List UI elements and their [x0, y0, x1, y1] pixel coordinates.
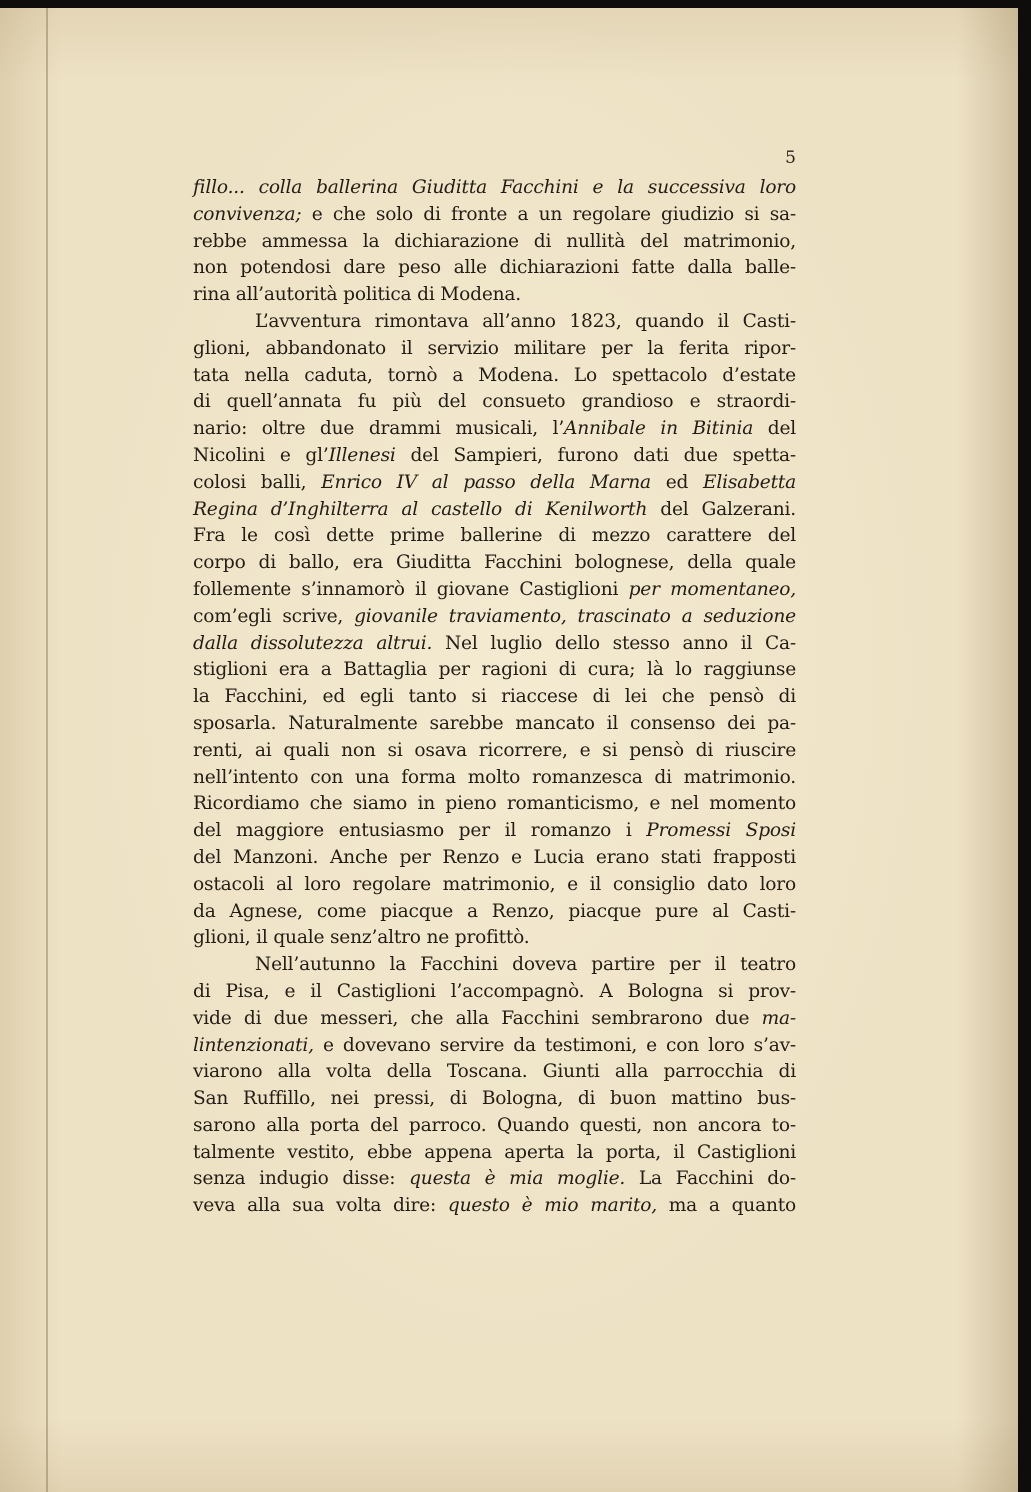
italic-text-segment: Elisabetta — [702, 471, 796, 493]
text-segment: viarono alla volta della Toscana. Giunti alla parrocchia di — [193, 1061, 796, 1083]
text-segment: sarono alla porta del parroco. Quando questi, non ancora to- — [193, 1114, 796, 1136]
text-segment: corpo di ballo, era Giuditta Facchini bolognese, della quale — [193, 552, 796, 574]
italic-text-segment: fillo... colla ballerina Giuditta Facchini e la successiva loro — [193, 177, 796, 198]
text-line — [193, 363, 796, 390]
text-line — [193, 1140, 796, 1167]
text-segment: e che solo di fronte a un regolare giudizio si sa- — [301, 203, 796, 225]
text-segment: del Sampieri, furono dati due spetta- — [395, 444, 796, 466]
text-line — [193, 202, 796, 229]
text-line — [193, 872, 796, 899]
italic-text-segment: per momentaneo, — [628, 578, 796, 600]
text-segment: veva alla sua volta dire: — [193, 1195, 448, 1217]
text-line — [193, 229, 796, 256]
text-line — [193, 389, 796, 416]
text-segment: del Galzerani. — [647, 498, 797, 520]
italic-text-segment: Promessi Sposi — [646, 820, 796, 842]
text-line — [193, 443, 796, 470]
text-segment: ma a quanto — [656, 1195, 796, 1217]
italic-text-segment: questa è mia moglie. — [409, 1168, 626, 1190]
italic-text-segment: questo è mio marito, — [447, 1195, 657, 1217]
italic-text-segment: lintenzionati, — [193, 1034, 314, 1056]
text-segment: nell’intento con una forma molto romanzesca di matrimonio. — [193, 766, 796, 788]
text-line — [193, 577, 796, 604]
text-segment: L’avventura rimontava all’anno 1823, quando il Casti- — [255, 310, 796, 332]
text-segment: La Facchini do- — [625, 1168, 796, 1190]
text-segment: rina all’autorità politica di Modena. — [193, 284, 522, 306]
text-line — [193, 818, 796, 845]
text-line — [193, 309, 796, 336]
italic-text-segment: giovanile traviamento, trascinato a seduzione — [354, 605, 796, 627]
text-line — [193, 497, 796, 524]
text-segment: nario: oltre due drammi musicali, l’ — [193, 418, 565, 440]
italic-text-segment: Regina d’Inghilterra al castello di Kenilworth — [193, 498, 648, 520]
text-segment: ostacoli al loro regolare matrimonio, e il consiglio dato loro — [193, 873, 796, 895]
text-line — [193, 1166, 796, 1193]
text-line — [193, 791, 796, 818]
text-line — [193, 899, 796, 926]
text-line — [193, 550, 796, 577]
book-page — [0, 8, 1018, 1492]
text-line — [193, 175, 796, 202]
text-segment: del maggiore entusiasmo per il romanzo i — [193, 820, 647, 842]
italic-text-segment: Annibale in Bitinia — [564, 418, 754, 440]
italic-text-segment: Illenesi — [328, 444, 396, 466]
text-line — [193, 336, 796, 363]
text-line — [193, 631, 796, 658]
text-segment: del Manzoni. Anche per Renzo e Lucia erano stati frapposti — [193, 846, 796, 868]
text-segment: Nel luglio dello stesso anno il Ca- — [432, 632, 796, 654]
text-line — [193, 604, 796, 631]
text-line — [193, 1193, 796, 1220]
text-segment: di quell’annata fu più del consueto grandioso e straordi- — [193, 391, 796, 413]
text-segment: stiglioni era a Battaglia per ragioni di cura; là lo raggiunse — [193, 659, 796, 681]
text-line — [193, 684, 796, 711]
text-line — [193, 1059, 796, 1086]
text-line — [193, 845, 796, 872]
text-line — [193, 657, 796, 684]
text-segment: glioni, abbandonato il servizio militare per la ferita ripor- — [193, 337, 796, 359]
text-segment: renti, ai quali non si osava ricorrere, e si pensò di riuscire — [193, 739, 796, 761]
text-segment: da Agnese, come piacque a Renzo, piacque pure al Casti- — [193, 900, 796, 922]
text-line — [193, 738, 796, 765]
text-line — [193, 416, 796, 443]
text-line — [193, 470, 796, 497]
text-segment: del — [753, 418, 797, 440]
italic-text-segment: Enrico IV al passo della Marna — [321, 471, 651, 493]
text-segment: vide di due messeri, che alla Facchini sembrarono due — [193, 1007, 762, 1029]
text-line — [193, 952, 796, 979]
text-segment: Ricordiamo che siamo in pieno romanticismo, e nel momento — [193, 793, 796, 815]
text-line — [193, 255, 796, 282]
text-segment: non potendosi dare peso alle dichiarazioni fatte dalla balle- — [193, 257, 796, 279]
text-segment: colosi balli, — [193, 471, 322, 493]
text-line — [193, 1113, 796, 1140]
italic-text-segment: ma- — [761, 1007, 796, 1029]
text-segment: e dovevano servire da testimoni, e con loro s’av- — [313, 1034, 796, 1056]
text-segment: talmente vestito, ebbe appena aperta la porta, il Castiglioni — [193, 1141, 796, 1163]
italic-text-segment: dalla dissolutezza altrui. — [193, 632, 433, 654]
text-line — [193, 523, 796, 550]
text-segment: com’egli scrive, — [193, 605, 355, 627]
text-segment: ed — [650, 471, 703, 493]
text-segment: glioni, il quale senz’altro ne profittò. — [193, 927, 530, 949]
text-line — [193, 925, 796, 952]
text-segment: rebbe ammessa la dichiarazione di nullità del matrimonio, — [193, 230, 796, 252]
text-line — [193, 1006, 796, 1033]
page-number: 5 — [785, 148, 796, 168]
text-segment: San Ruffillo, nei pressi, di Bologna, di buon mattino bus- — [193, 1088, 796, 1110]
text-segment: la Facchini, ed egli tanto si riaccese di lei che pensò di — [193, 686, 796, 708]
text-segment: Nell’autunno la Facchini doveva partire per il teatro — [255, 954, 796, 976]
text-segment: Nicolini e gl’ — [193, 444, 329, 466]
text-segment: senza indugio disse: — [193, 1168, 410, 1190]
text-line — [193, 1033, 796, 1060]
text-segment: tata nella caduta, tornò a Modena. Lo spettacolo d’estate — [193, 364, 796, 386]
text-segment: follemente s’innamorò il giovane Castiglioni — [193, 578, 629, 600]
text-segment: Fra le così dette prime ballerine di mezzo carattere del — [193, 525, 796, 547]
text-segment: sposarla. Naturalmente sarebbe mancato il consenso dei pa- — [193, 712, 796, 734]
text-line — [193, 282, 796, 309]
text-line — [193, 711, 796, 738]
text-line — [193, 1086, 796, 1113]
body-text — [193, 175, 796, 1220]
text-segment: di Pisa, e il Castiglioni l’accompagnò. A Bologna si prov- — [193, 980, 796, 1002]
binding-gutter-line — [46, 8, 48, 1492]
italic-text-segment: convivenza; — [193, 203, 302, 225]
text-line — [193, 979, 796, 1006]
text-line — [193, 765, 796, 792]
